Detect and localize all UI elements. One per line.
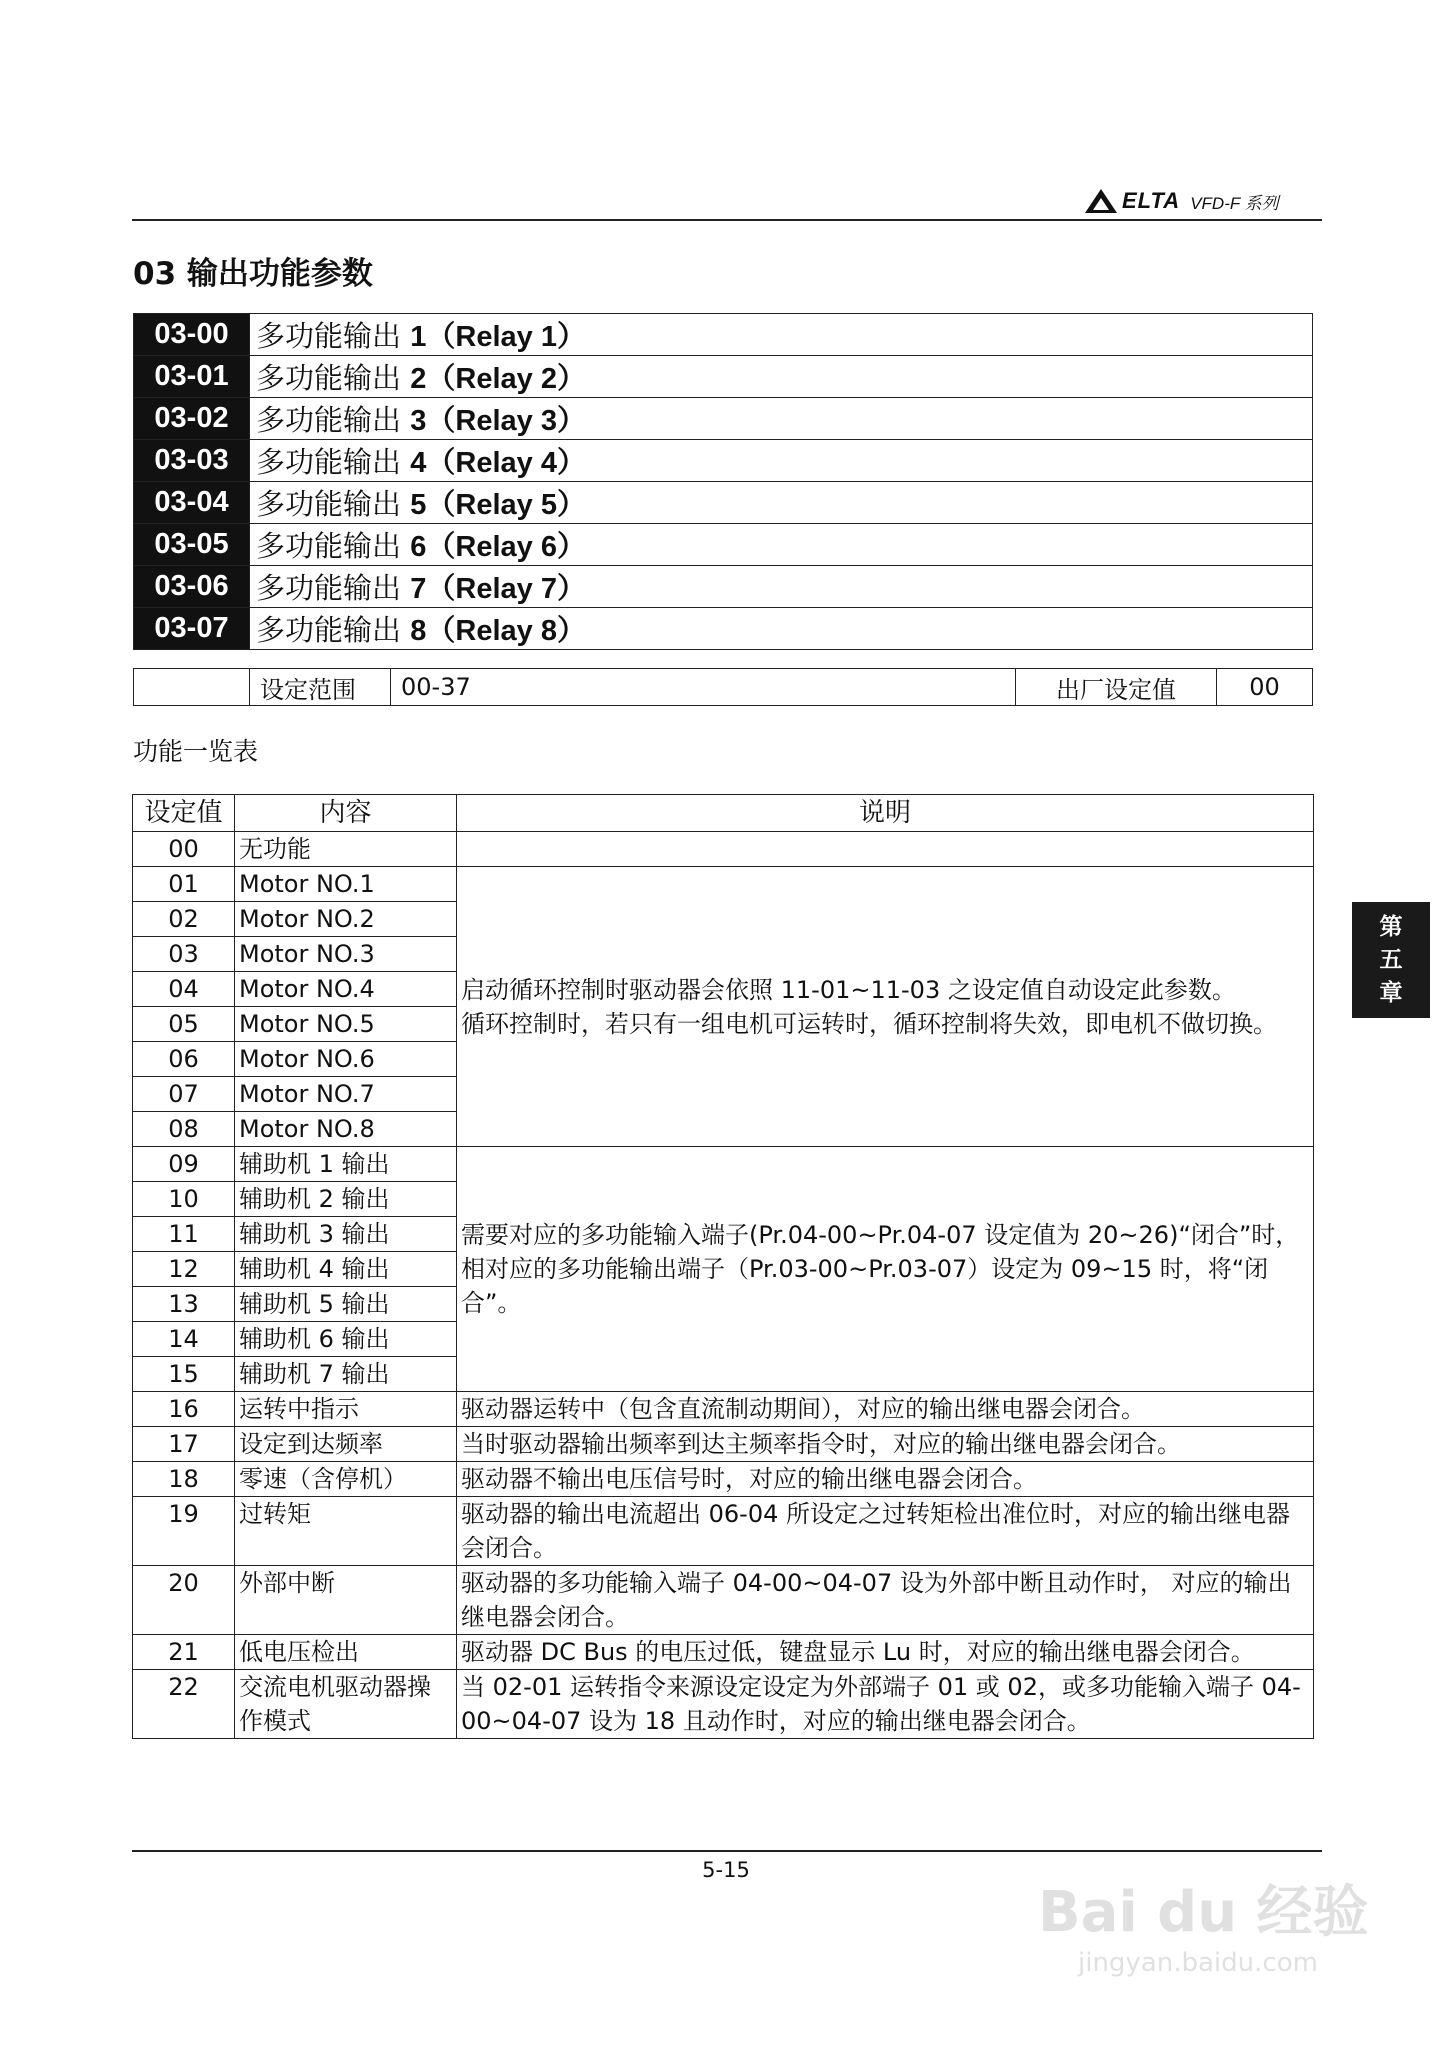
param-number: 6	[410, 531, 427, 563]
content-cell: 零速（含停机）	[235, 1462, 457, 1497]
description-cell: 驱动器不输出电压信号时，对应的输出继电器会闭合。	[457, 1462, 1314, 1497]
table-row	[133, 867, 1314, 902]
param-code: 03-06	[134, 566, 250, 608]
page-number: 5-15	[702, 1858, 750, 1882]
content-cell: Motor NO.7	[235, 1077, 457, 1112]
content-cell: 设定到达频率	[235, 1427, 457, 1462]
series-label: VFD-F 系列	[1190, 193, 1279, 213]
param-row	[134, 314, 1313, 356]
chapter-tab-char: 章	[1379, 979, 1403, 1006]
setting-value: 11	[133, 1217, 235, 1252]
setting-value: 07	[133, 1077, 235, 1112]
description-cell: 当时驱动器输出频率到达主频率指令时，对应的输出继电器会闭合。	[457, 1427, 1314, 1462]
content-cell: 交流电机驱动器操作模式	[235, 1670, 457, 1739]
param-name	[250, 398, 1313, 440]
content-cell: Motor NO.4	[235, 972, 457, 1007]
param-relay: （Relay 2）	[426, 363, 586, 395]
range-table	[133, 668, 1313, 706]
param-number: 3	[410, 405, 427, 437]
baidu-watermark	[1038, 1868, 1369, 1978]
setting-value: 05	[133, 1007, 235, 1042]
param-name-text: 多功能输出	[256, 361, 402, 395]
range-label: 设定范围	[250, 669, 391, 706]
content-cell: Motor NO.8	[235, 1112, 457, 1147]
setting-value: 01	[133, 867, 235, 902]
param-name-text: 多功能输出	[256, 445, 402, 479]
setting-value: 10	[133, 1182, 235, 1217]
setting-value: 09	[133, 1147, 235, 1182]
chapter-tab-char: 五	[1379, 946, 1403, 973]
setting-value: 21	[133, 1635, 235, 1670]
setting-value: 20	[133, 1566, 235, 1635]
setting-value: 14	[133, 1322, 235, 1357]
param-name-text: 多功能输出	[256, 403, 402, 437]
setting-value: 06	[133, 1042, 235, 1077]
param-number: 5	[410, 489, 427, 521]
description-cell: 驱动器的多功能输入端子 04-00~04-07 设为外部中断且动作时， 对应的输出继电器会闭合。	[457, 1566, 1314, 1635]
content-cell: 辅助机 6 输出	[235, 1322, 457, 1357]
description-cell: 驱动器 DC Bus 的电压过低，键盘显示 Lu 时，对应的输出继电器会闭合。	[457, 1635, 1314, 1670]
param-code: 03-02	[134, 398, 250, 440]
range-value: 00-37	[391, 669, 1016, 706]
param-number: 2	[410, 363, 427, 395]
content-cell: Motor NO.6	[235, 1042, 457, 1077]
setting-value: 04	[133, 972, 235, 1007]
description-cell: 当 02-01 运转指令来源设定设定为外部端子 01 或 02，或多功能输入端子 04-00~04-07 设为 18 且动作时，对应的输出继电器会闭合。	[457, 1670, 1314, 1739]
param-name	[250, 566, 1313, 608]
description-cell: 驱动器运转中（包含直流制动期间），对应的输出继电器会闭合。	[457, 1392, 1314, 1427]
content-cell: 运转中指示	[235, 1392, 457, 1427]
header-rule	[132, 219, 1322, 221]
param-name	[250, 524, 1313, 566]
content-cell: Motor NO.3	[235, 937, 457, 972]
delta-logo	[1084, 188, 1279, 214]
motor-group-text: 启动循环控制时驱动器会依照 11-01~11-03 之设定值自动设定此参数。 循环控制时，若只有一组电机可运转时，循环控制将失效，即电机不做切换。	[461, 975, 1277, 1038]
setting-value: 18	[133, 1462, 235, 1497]
setting-value: 19	[133, 1497, 235, 1566]
table-row	[133, 1147, 1314, 1182]
setting-value: 22	[133, 1670, 235, 1739]
parameter-table	[133, 313, 1313, 650]
table-row	[133, 1427, 1314, 1462]
header-content: 内容	[235, 795, 457, 832]
content-cell: 辅助机 4 输出	[235, 1252, 457, 1287]
brand-name: ELTA	[1122, 188, 1181, 213]
function-list-title: 功能一览表	[133, 737, 259, 766]
param-relay: （Relay 5）	[426, 489, 586, 521]
delta-triangle-icon	[1084, 188, 1118, 214]
content-cell: Motor NO.2	[235, 902, 457, 937]
content-cell: 低电压检出	[235, 1635, 457, 1670]
content-cell: 辅助机 3 输出	[235, 1217, 457, 1252]
setting-value: 08	[133, 1112, 235, 1147]
param-row	[134, 482, 1313, 524]
param-name	[250, 356, 1313, 398]
motor-group-description	[457, 867, 1314, 1147]
description-cell: 驱动器的输出电流超出 06-04 所设定之过转矩检出准位时，对应的输出继电器会闭合。	[457, 1497, 1314, 1566]
param-name	[250, 608, 1313, 650]
param-row	[134, 398, 1313, 440]
table-row	[133, 1670, 1314, 1739]
param-name	[250, 482, 1313, 524]
param-name	[250, 314, 1313, 356]
param-code: 03-00	[134, 314, 250, 356]
param-row	[134, 566, 1313, 608]
param-relay: （Relay 8）	[426, 615, 586, 647]
param-name-text: 多功能输出	[256, 487, 402, 521]
aux-group-text: 需要对应的多功能输入端子(Pr.04-00~Pr.04-07 设定值为 20~26)“闭合”时，相对应的多功能输出端子（Pr.03-00~Pr.03-07）设定为 09~15 时，将“闭合”。	[461, 1221, 1300, 1317]
setting-value: 15	[133, 1357, 235, 1392]
chapter-tab-char: 第	[1379, 913, 1403, 940]
table-row	[133, 1462, 1314, 1497]
header-setting-value: 设定值	[133, 795, 235, 832]
table-row	[133, 1392, 1314, 1427]
watermark-text: Bai du 经验	[1038, 1880, 1369, 1945]
param-number: 4	[410, 447, 427, 479]
content-cell: 辅助机 5 输出	[235, 1287, 457, 1322]
param-relay: （Relay 7）	[426, 573, 586, 605]
param-row	[134, 608, 1313, 650]
param-relay: （Relay 1）	[426, 321, 586, 353]
param-name-text: 多功能输出	[256, 613, 402, 647]
param-relay: （Relay 4）	[426, 447, 586, 479]
section-title: 03 输出功能参数	[133, 256, 373, 292]
param-relay: （Relay 3）	[426, 405, 586, 437]
param-code: 03-07	[134, 608, 250, 650]
param-code: 03-03	[134, 440, 250, 482]
param-number: 1	[410, 321, 427, 353]
setting-value: 16	[133, 1392, 235, 1427]
default-value: 00	[1217, 669, 1313, 706]
aux-group-description	[457, 1147, 1314, 1392]
param-name-text: 多功能输出	[256, 319, 402, 353]
function-table	[132, 794, 1314, 1739]
content-cell: 过转矩	[235, 1497, 457, 1566]
param-code: 03-05	[134, 524, 250, 566]
content-cell: Motor NO.5	[235, 1007, 457, 1042]
content-cell: 外部中断	[235, 1566, 457, 1635]
param-name-text: 多功能输出	[256, 571, 402, 605]
content-cell: 无功能	[235, 832, 457, 867]
watermark-url: jingyan.baidu.com	[1078, 1948, 1318, 1978]
content-cell: 辅助机 1 输出	[235, 1147, 457, 1182]
content-cell: 辅助机 2 输出	[235, 1182, 457, 1217]
setting-value: 17	[133, 1427, 235, 1462]
table-row	[133, 832, 1314, 867]
setting-value: 02	[133, 902, 235, 937]
default-label: 出厂设定值	[1016, 669, 1217, 706]
table-row	[133, 1566, 1314, 1635]
setting-value: 13	[133, 1287, 235, 1322]
param-name-text: 多功能输出	[256, 529, 402, 563]
range-blank-cell	[134, 669, 250, 706]
param-number: 7	[410, 573, 427, 605]
content-cell: Motor NO.1	[235, 867, 457, 902]
content-cell: 辅助机 7 输出	[235, 1357, 457, 1392]
param-code: 03-01	[134, 356, 250, 398]
setting-value: 12	[133, 1252, 235, 1287]
param-row	[134, 524, 1313, 566]
table-row	[133, 1497, 1314, 1566]
setting-value: 03	[133, 937, 235, 972]
footer-rule	[132, 1850, 1322, 1852]
param-code: 03-04	[134, 482, 250, 524]
param-row	[134, 440, 1313, 482]
param-row	[134, 356, 1313, 398]
description-cell	[457, 832, 1314, 867]
param-name	[250, 440, 1313, 482]
chapter-tab	[1352, 902, 1430, 1018]
header-description: 说明	[457, 795, 1314, 832]
table-row	[133, 1635, 1314, 1670]
setting-value: 00	[133, 832, 235, 867]
param-relay: （Relay 6）	[426, 531, 586, 563]
param-number: 8	[410, 615, 427, 647]
